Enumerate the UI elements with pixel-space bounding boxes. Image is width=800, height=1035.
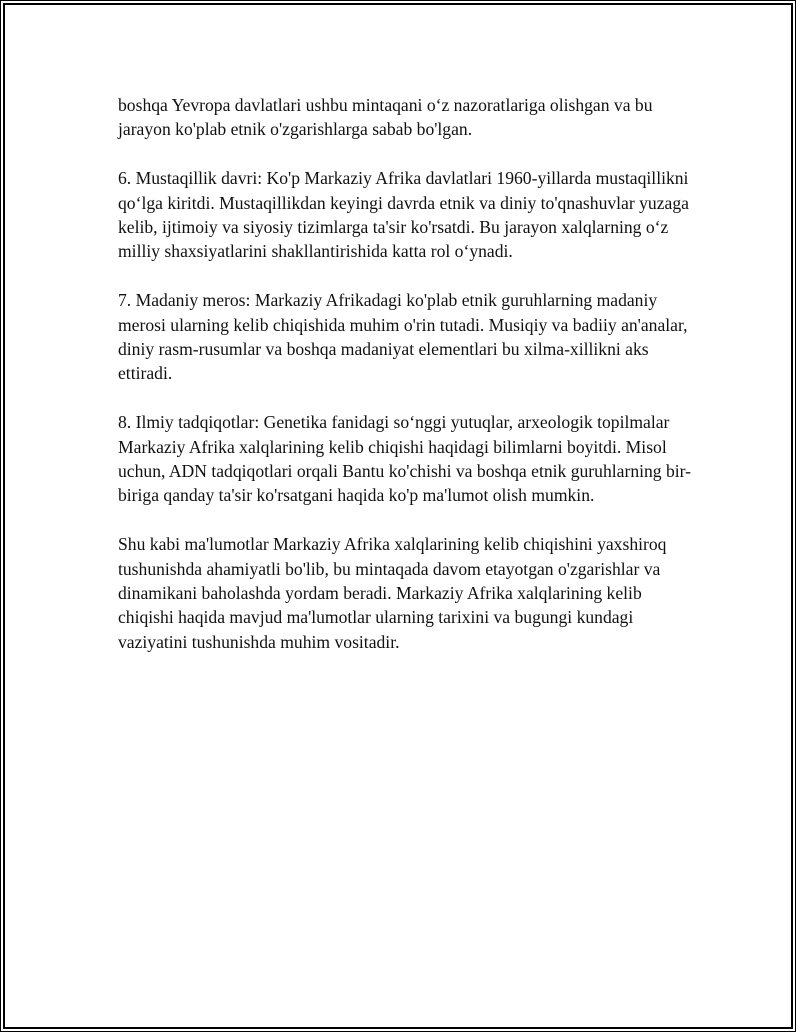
document-body bbox=[118, 93, 698, 654]
paragraph-scientific-research: 8. Ilmiy tadqiqotlar: Genetika fanidagi so‘nggi yutuqlar, arxeologik topilmalar Markaziy Afrika xalqlarining kelib chiqishi haqidagi bilimlarni boyitdi. Misol uchun, ADN tadqiqotlari orqali Bantu ko'chishi va boshqa etnik guruhlarning bir-biriga qanday ta'sir ko'rsatgani haqida ko'p ma'lumot olish mumkin. bbox=[118, 412, 692, 506]
paragraph-cultural-heritage: 7. Madaniy meros: Markaziy Afrikadagi ko'plab etnik guruhlarning madaniy merosi ularning kelib chiqishida muhim o'rin tutadi. Musiqiy va badiiy an'analar, diniy rasm-rusumlar va boshqa madaniyat elementlari bu xilma-xillikni aks ettiradi. bbox=[118, 290, 688, 384]
paragraph-independence-period: 6. Mustaqillik davri: Ko'p Markaziy Afrika davlatlari 1960-yillarda mustaqillikni qo‘lga kiritdi. Mustaqillikdan keyingi davrda etnik va diniy to'qnashuvlar yuzaga kelib, ijtimoiy va siyosiy tizimlarga ta'sir ko'rsatdi. Bu jarayon xalqlarning o‘z milliy shaxsiyatlarini shakllantirishida katta rol o‘ynadi. bbox=[118, 168, 689, 262]
paragraph-continuation: boshqa Yevropa davlatlari ushbu mintaqani o‘z nazoratlariga olishgan va bu jarayon ko'plab etnik o'zgarishlarga sabab bo'lgan. bbox=[118, 95, 653, 140]
paragraph-conclusion: Shu kabi ma'lumotlar Markaziy Afrika xalqlarining kelib chiqishini yaxshiroq tushunishda ahamiyatli bo'lib, bu mintaqada davom etayotgan o'zgarishlar va dinamikani baholashda yordam beradi. Markaziy Afrika xalqlarining kelib chiqishi haqida mavjud ma'lumotlar ularning tarixini va bugungi kundagi vaziyatini tushunishda muhim vositadir. bbox=[118, 534, 667, 652]
